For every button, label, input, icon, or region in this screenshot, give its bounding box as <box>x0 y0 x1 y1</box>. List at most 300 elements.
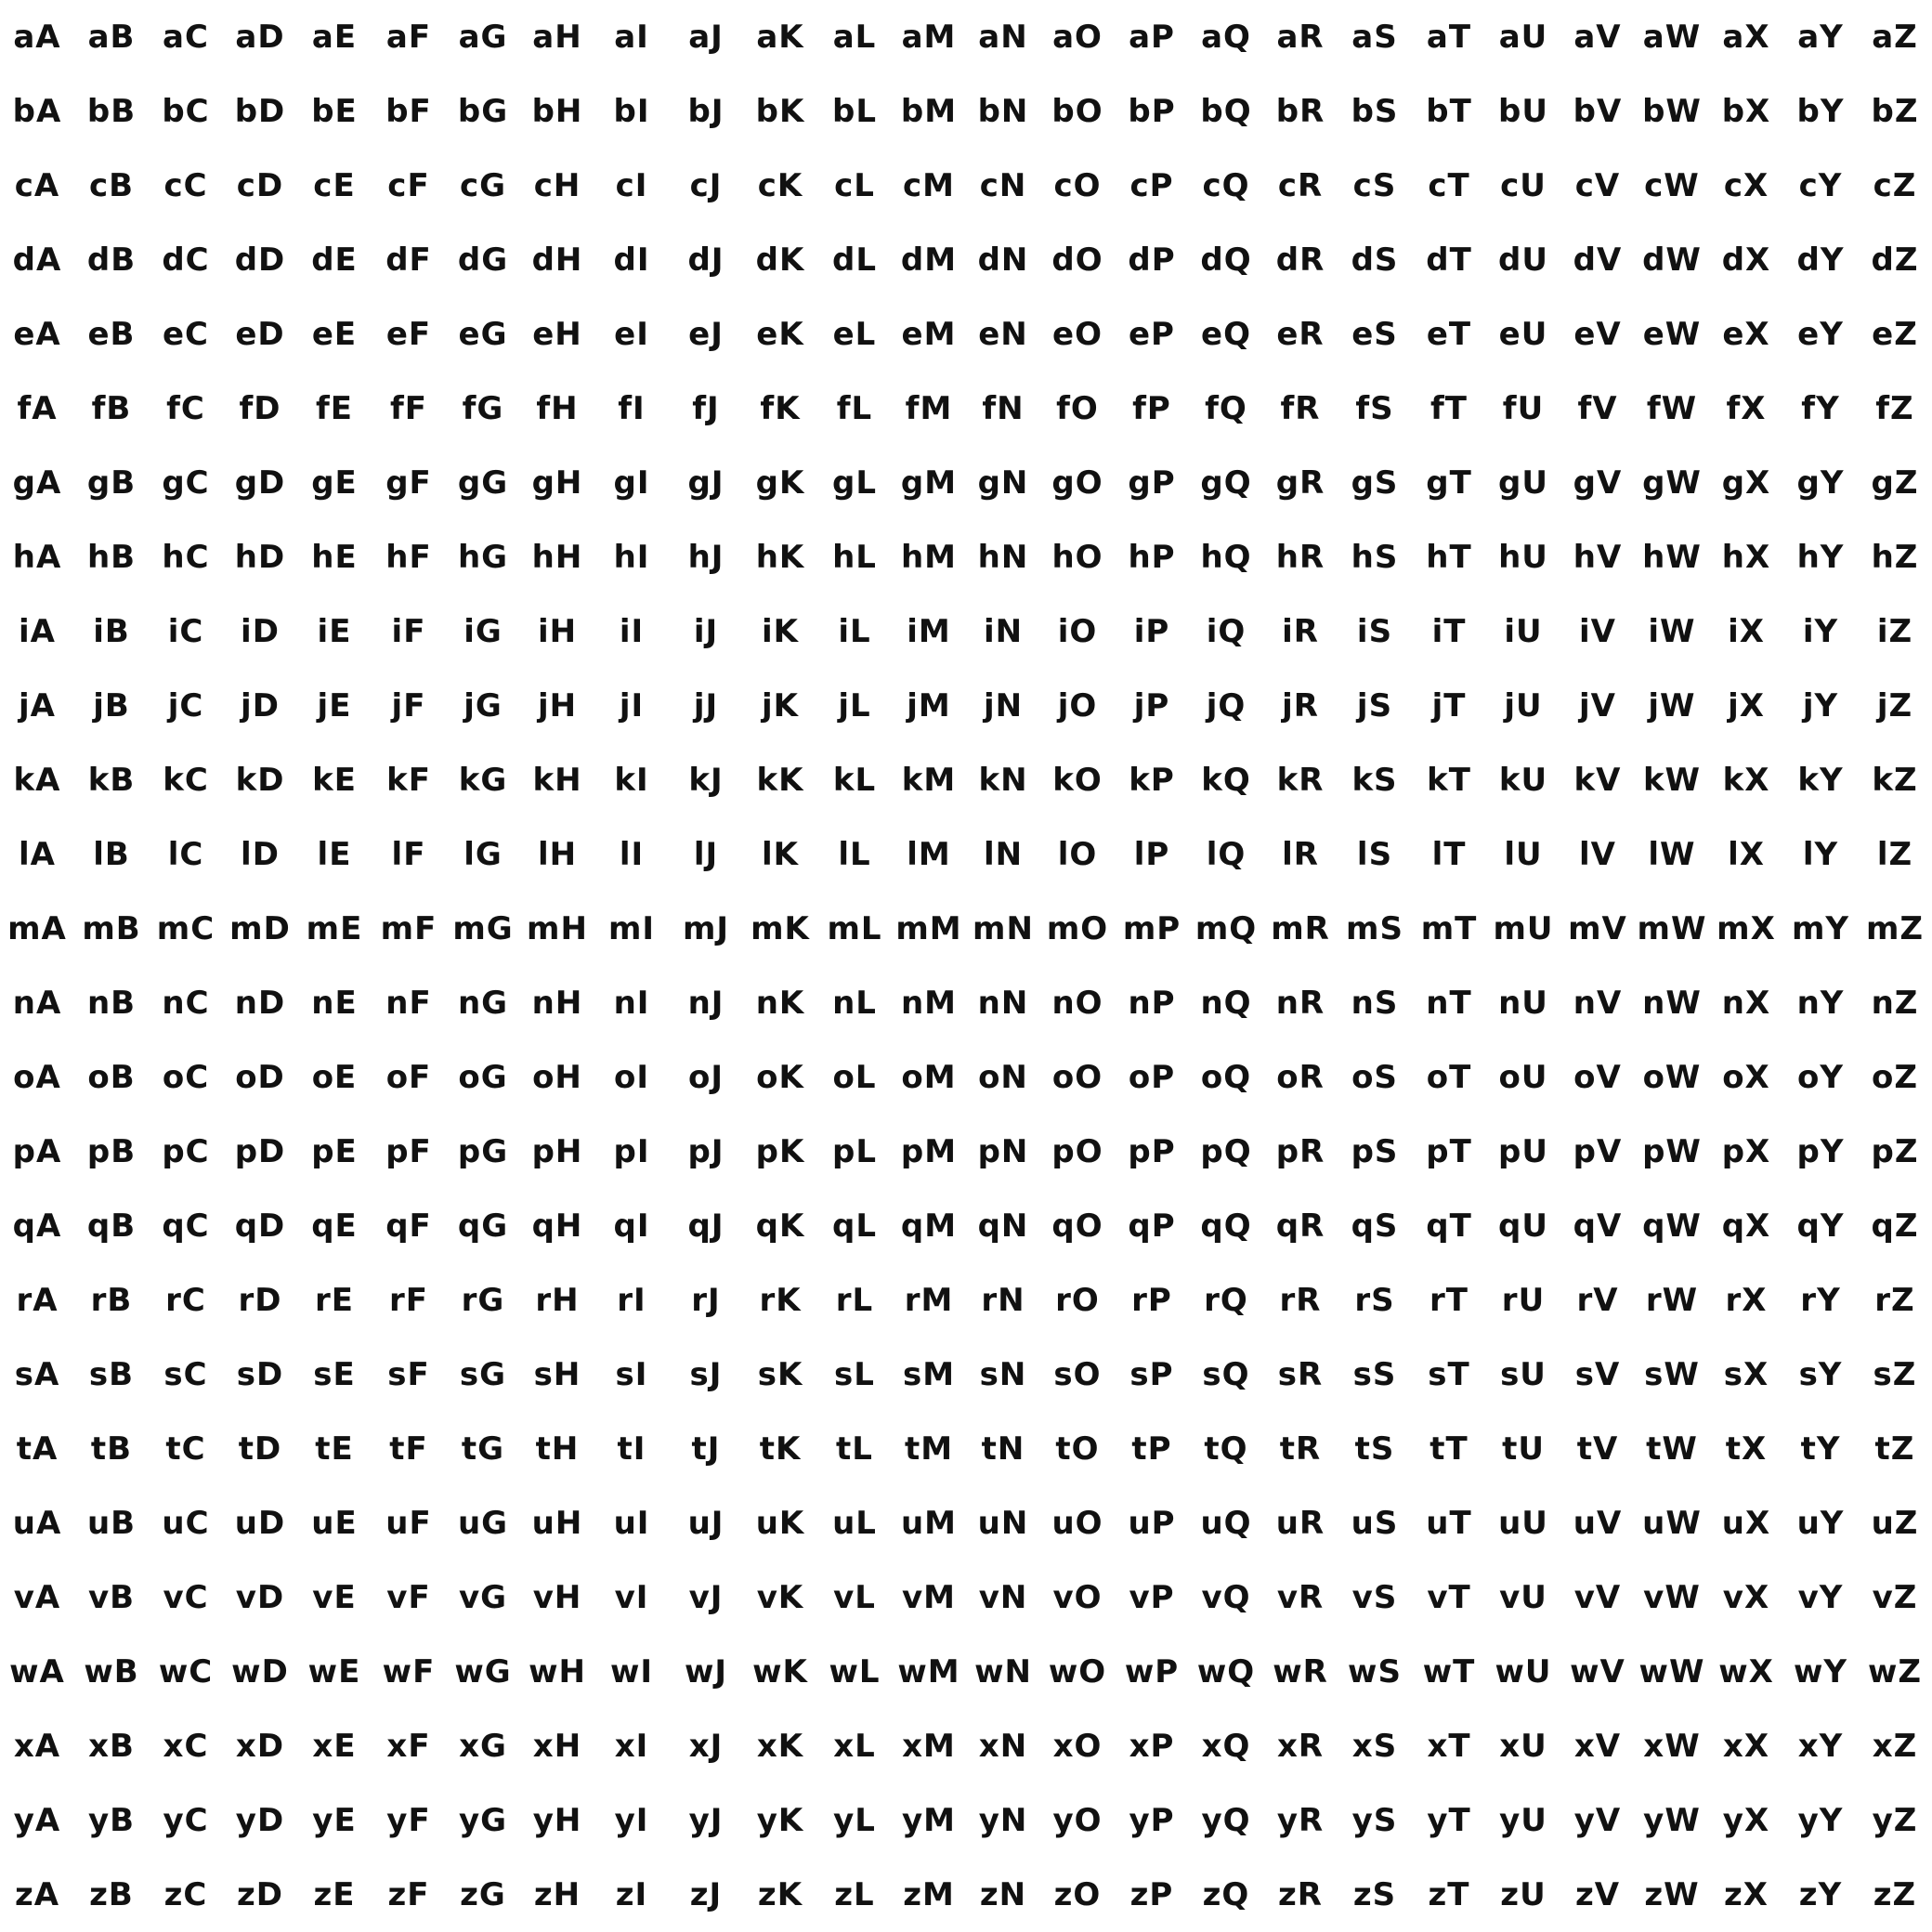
letter-pair: wH <box>529 1653 586 1690</box>
letter-pair: xO <box>1052 1728 1103 1765</box>
letter-pair: uL <box>832 1505 877 1542</box>
letter-pair: kQ <box>1201 762 1251 799</box>
letter-pair: tP <box>1131 1430 1172 1468</box>
letter-pair: wG <box>454 1653 512 1690</box>
letter-pair: oA <box>13 1059 61 1096</box>
letter-pair: pA <box>12 1133 62 1170</box>
letter-pair: gP <box>1128 464 1176 502</box>
letter-pair: tG <box>461 1430 505 1468</box>
letter-pair: sU <box>1500 1356 1547 1393</box>
letter-pair: oY <box>1797 1059 1844 1096</box>
letter-pair: tA <box>16 1430 59 1468</box>
letter-pair: kN <box>978 762 1028 799</box>
letter-pair: aZ <box>1872 19 1918 56</box>
letter-pair: qH <box>531 1208 583 1245</box>
letter-pair: qL <box>831 1208 877 1245</box>
letter-pair: gN <box>977 464 1029 502</box>
letter-pair: gC <box>162 464 210 502</box>
letter-pair: dU <box>1498 242 1548 279</box>
letter-pair: rY <box>1800 1282 1841 1319</box>
letter-pair: kJ <box>688 762 724 799</box>
letter-pair: xI <box>614 1728 649 1765</box>
letter-pair: aO <box>1052 19 1103 56</box>
letter-pair: dJ <box>687 242 724 279</box>
letter-pair: hP <box>1128 539 1176 576</box>
letter-pair: dS <box>1351 242 1399 279</box>
letter-pair: tD <box>238 1430 282 1468</box>
letter-pair: sO <box>1053 1356 1102 1393</box>
letter-pair: jF <box>391 687 426 724</box>
letter-pair: wL <box>829 1653 881 1690</box>
letter-pair: wZ <box>1867 1653 1923 1690</box>
grid-row <box>0 1040 1932 1115</box>
letter-pair: yJ <box>688 1802 724 1839</box>
grid-row <box>0 372 1932 446</box>
letter-pair: pU <box>1498 1133 1548 1170</box>
letter-pair: hS <box>1351 539 1399 576</box>
letter-pair: aR <box>1276 19 1325 56</box>
letter-pair: xT <box>1427 1728 1471 1765</box>
letter-pair: iB <box>93 613 130 650</box>
letter-pair: jG <box>463 687 503 724</box>
letter-pair: dH <box>531 242 583 279</box>
letter-pair: aW <box>1642 19 1702 56</box>
letter-pair: zO <box>1053 1876 1102 1913</box>
letter-pair: zC <box>163 1876 208 1913</box>
letter-pair: xF <box>386 1728 431 1765</box>
letter-pair: eV <box>1573 316 1622 353</box>
letter-pair: dF <box>385 242 432 279</box>
letter-pair: rG <box>461 1282 505 1319</box>
letter-pair: pV <box>1573 1133 1623 1170</box>
letter-pair: aQ <box>1201 19 1251 56</box>
grid-row <box>0 0 1932 74</box>
letter-pair: qF <box>385 1208 432 1245</box>
letter-pair: zY <box>1798 1876 1843 1913</box>
letter-pair: fD <box>239 390 281 427</box>
letter-pair: cP <box>1129 167 1174 204</box>
letter-pair: nY <box>1796 985 1845 1022</box>
letter-pair: nD <box>234 985 286 1022</box>
letter-pair: xX <box>1722 1728 1770 1765</box>
letter-pair: oL <box>832 1059 877 1096</box>
letter-pair: dK <box>755 242 805 279</box>
letter-pair: mW <box>1637 910 1707 947</box>
letter-pair: uN <box>977 1505 1029 1542</box>
letter-pair: aV <box>1573 19 1622 56</box>
letter-pair: bD <box>234 93 286 130</box>
letter-pair: eI <box>614 316 649 353</box>
letter-pair: fJ <box>692 390 720 427</box>
letter-pair: vG <box>458 1579 508 1616</box>
letter-pair: dW <box>1642 242 1702 279</box>
letter-pair: iQ <box>1206 613 1247 650</box>
letter-pair: jC <box>167 687 204 724</box>
letter-pair: bZ <box>1871 93 1919 130</box>
grid-row <box>0 1709 1932 1783</box>
letter-pair: wY <box>1793 1653 1848 1690</box>
letter-pair: fK <box>760 390 801 427</box>
letter-pair: rC <box>165 1282 206 1319</box>
letter-pair: zK <box>757 1876 803 1913</box>
letter-pair: lT <box>1431 836 1467 873</box>
grid-row <box>0 223 1932 297</box>
letter-pair: wV <box>1570 1653 1625 1690</box>
letter-pair: pL <box>831 1133 877 1170</box>
letter-pair: mZ <box>1865 910 1925 947</box>
letter-pair: xM <box>902 1728 956 1765</box>
letter-pair: pP <box>1128 1133 1176 1170</box>
letter-pair: gJ <box>687 464 724 502</box>
letter-pair: kR <box>1276 762 1325 799</box>
letter-pair: gK <box>755 464 805 502</box>
letter-pair: dC <box>162 242 210 279</box>
letter-pair: dG <box>457 242 509 279</box>
letter-pair: dD <box>234 242 286 279</box>
letter-pair: iX <box>1728 613 1765 650</box>
letter-pair: wR <box>1273 1653 1328 1690</box>
letter-pair: vC <box>163 1579 209 1616</box>
letter-pair: fC <box>166 390 205 427</box>
letter-pair: vU <box>1499 1579 1547 1616</box>
letter-pair: mQ <box>1194 910 1258 947</box>
letter-pair: fQ <box>1205 390 1247 427</box>
letter-pair: vY <box>1797 1579 1844 1616</box>
letter-pair: zW <box>1644 1876 1700 1913</box>
letter-pair: eN <box>978 316 1028 353</box>
letter-pair: yU <box>1499 1802 1547 1839</box>
grid-row <box>0 1115 1932 1189</box>
letter-pair: gR <box>1275 464 1325 502</box>
letter-pair: wC <box>158 1653 214 1690</box>
letter-pair: nR <box>1275 985 1325 1022</box>
letter-pair: eO <box>1052 316 1103 353</box>
letter-pair: jN <box>983 687 1024 724</box>
letter-pair: fE <box>315 390 354 427</box>
letter-pair: mC <box>156 910 215 947</box>
letter-pair: pM <box>900 1133 958 1170</box>
letter-pair: sK <box>757 1356 803 1393</box>
letter-pair: cV <box>1574 167 1621 204</box>
letter-pair: yB <box>87 1802 136 1839</box>
letter-pair: bS <box>1351 93 1399 130</box>
letter-pair: sB <box>88 1356 135 1393</box>
letter-pair: iG <box>463 613 503 650</box>
letter-pair: lO <box>1057 836 1098 873</box>
letter-pair: fL <box>836 390 873 427</box>
letter-pair: zT <box>1428 1876 1470 1913</box>
letter-pair: eZ <box>1872 316 1918 353</box>
letter-pair: gO <box>1051 464 1103 502</box>
letter-pair: nI <box>613 985 650 1022</box>
letter-pair: qZ <box>1871 1208 1919 1245</box>
letter-pair: bT <box>1426 93 1472 130</box>
letter-pair: eY <box>1797 316 1844 353</box>
letter-pair: pS <box>1351 1133 1399 1170</box>
letter-pair: wI <box>609 1653 654 1690</box>
letter-pair: tM <box>904 1430 954 1468</box>
letter-pair: cO <box>1053 167 1102 204</box>
letter-pair: wS <box>1348 1653 1402 1690</box>
letter-pair: uV <box>1573 1505 1623 1542</box>
letter-pair: zQ <box>1202 1876 1250 1913</box>
letter-pair: bI <box>613 93 650 130</box>
letter-pair: yA <box>13 1802 61 1839</box>
letter-pair: vB <box>87 1579 136 1616</box>
letter-pair: gU <box>1498 464 1548 502</box>
letter-pair: sW <box>1644 1356 1700 1393</box>
letter-pair: pY <box>1796 1133 1845 1170</box>
letter-pair: cI <box>615 167 648 204</box>
letter-pair: bL <box>831 93 877 130</box>
letter-pair: eT <box>1426 316 1472 353</box>
letter-pair: aI <box>614 19 649 56</box>
letter-pair: tX <box>1725 1430 1768 1468</box>
letter-pair: hV <box>1573 539 1623 576</box>
letter-pair: jO <box>1057 687 1098 724</box>
letter-pair: cR <box>1277 167 1324 204</box>
letter-pair: tI <box>617 1430 646 1468</box>
letter-pair: yV <box>1573 1802 1622 1839</box>
letter-pair: bM <box>900 93 958 130</box>
letter-pair: tF <box>389 1430 428 1468</box>
letter-pair: cS <box>1352 167 1397 204</box>
letter-pair: kY <box>1797 762 1844 799</box>
letter-pair: dQ <box>1200 242 1252 279</box>
letter-pair: dE <box>311 242 358 279</box>
letter-pair: xG <box>459 1728 507 1765</box>
letter-pair: oI <box>613 1059 649 1096</box>
letter-pair: hT <box>1426 539 1472 576</box>
letter-pair: qR <box>1275 1208 1325 1245</box>
letter-pair: uS <box>1351 1505 1399 1542</box>
letter-pair: xD <box>235 1728 285 1765</box>
letter-pair: cN <box>979 167 1027 204</box>
letter-pair: kS <box>1351 762 1398 799</box>
letter-pair: nZ <box>1871 985 1919 1022</box>
letter-pair: mT <box>1420 910 1478 947</box>
letter-pair: cF <box>387 167 430 204</box>
letter-pair: jH <box>537 687 578 724</box>
letter-pair: oW <box>1642 1059 1702 1096</box>
letter-pair: iH <box>537 613 578 650</box>
letter-pair: cM <box>903 167 955 204</box>
letter-pair: uZ <box>1871 1505 1919 1542</box>
letter-pair: xY <box>1797 1728 1844 1765</box>
letter-pair: zS <box>1352 1876 1397 1913</box>
letter-pair: qS <box>1351 1208 1399 1245</box>
letter-pair: cZ <box>1873 167 1917 204</box>
letter-pair: hU <box>1498 539 1548 576</box>
letter-pair: qP <box>1128 1208 1176 1245</box>
letter-pair: bP <box>1128 93 1176 130</box>
letter-pair: oG <box>458 1059 508 1096</box>
letter-pair: uU <box>1498 1505 1548 1542</box>
letter-pair: vW <box>1643 1579 1701 1616</box>
letter-pair: nL <box>832 985 877 1022</box>
letter-pair: cL <box>834 167 875 204</box>
letter-pair: tK <box>759 1430 802 1468</box>
letter-pair: iW <box>1648 613 1696 650</box>
letter-pair: aA <box>13 19 61 56</box>
letter-pair: vD <box>235 1579 285 1616</box>
letter-pair: xW <box>1643 1728 1701 1765</box>
letter-pair: gT <box>1426 464 1472 502</box>
grid-row <box>0 966 1932 1040</box>
letter-pair: oZ <box>1871 1059 1918 1096</box>
letter-pair: vS <box>1351 1579 1398 1616</box>
letter-pair: yF <box>386 1802 431 1839</box>
letter-pair: gB <box>86 464 137 502</box>
letter-pair: nT <box>1426 985 1472 1022</box>
letter-pair: mR <box>1271 910 1330 947</box>
letter-pair: yC <box>163 1802 209 1839</box>
letter-pair: dO <box>1051 242 1103 279</box>
letter-pair: eC <box>162 316 209 353</box>
letter-pair: bC <box>162 93 210 130</box>
letter-pair: eU <box>1498 316 1548 353</box>
letter-pair: uO <box>1051 1505 1103 1542</box>
letter-pair: sQ <box>1202 1356 1250 1393</box>
letter-pair: uX <box>1721 1505 1771 1542</box>
letter-pair: uD <box>234 1505 286 1542</box>
grid-row <box>0 74 1932 149</box>
letter-pair: yQ <box>1201 1802 1251 1839</box>
letter-pair: vV <box>1573 1579 1622 1616</box>
letter-pair: kU <box>1498 762 1548 799</box>
letter-pair: uE <box>311 1505 358 1542</box>
grid-row <box>0 892 1932 966</box>
letter-pair: tU <box>1502 1430 1545 1468</box>
letter-pair: rJ <box>691 1282 721 1319</box>
letter-pair: yK <box>756 1802 804 1839</box>
letter-pair: pB <box>86 1133 137 1170</box>
letter-pair: bV <box>1573 93 1623 130</box>
letter-pair: wW <box>1638 1653 1705 1690</box>
letter-pair: fU <box>1502 390 1545 427</box>
letter-pair: tQ <box>1204 1430 1248 1468</box>
letter-pair: zL <box>834 1876 875 1913</box>
grid-row <box>0 520 1932 594</box>
letter-pair: mP <box>1122 910 1181 947</box>
letter-pair: pF <box>385 1133 432 1170</box>
letter-pair: nJ <box>687 985 724 1022</box>
letter-pair: jX <box>1728 687 1765 724</box>
letter-pair: vH <box>532 1579 582 1616</box>
letter-pair: qJ <box>687 1208 724 1245</box>
letter-pair: wE <box>307 1653 361 1690</box>
letter-pair: gE <box>311 464 358 502</box>
letter-pair: qI <box>613 1208 650 1245</box>
letter-pair: tL <box>836 1430 873 1468</box>
letter-pair: mF <box>380 910 437 947</box>
letter-pair: lF <box>391 836 426 873</box>
letter-pair: rP <box>1131 1282 1172 1319</box>
letter-pair: vM <box>902 1579 956 1616</box>
letter-pair: qK <box>755 1208 805 1245</box>
letter-pair: dN <box>977 242 1029 279</box>
letter-pair: jV <box>1579 687 1616 724</box>
letter-pair: oC <box>162 1059 210 1096</box>
letter-pair: sA <box>14 1356 60 1393</box>
letter-pair: jY <box>1802 687 1839 724</box>
letter-pair: tH <box>535 1430 580 1468</box>
letter-pair: hC <box>162 539 210 576</box>
letter-pair: eK <box>756 316 804 353</box>
letter-pair: nB <box>86 985 137 1022</box>
letter-pair: tS <box>1354 1430 1395 1468</box>
letter-pair: jT <box>1431 687 1467 724</box>
letter-pair: qA <box>12 1208 62 1245</box>
letter-pair: mO <box>1046 910 1109 947</box>
letter-pair: rS <box>1354 1282 1395 1319</box>
letter-pair: iE <box>317 613 352 650</box>
letter-pair: yT <box>1427 1802 1471 1839</box>
letter-pair: wM <box>897 1653 960 1690</box>
letter-pair: gZ <box>1871 464 1919 502</box>
letter-pair: lD <box>241 836 280 873</box>
letter-pair: oS <box>1351 1059 1398 1096</box>
letter-pair: bN <box>977 93 1029 130</box>
letter-pair: bQ <box>1200 93 1252 130</box>
letter-pair: uB <box>86 1505 137 1542</box>
letter-pair: hZ <box>1871 539 1919 576</box>
letter-pair: wK <box>752 1653 808 1690</box>
letter-pair: yR <box>1276 1802 1325 1839</box>
letter-pair: rX <box>1725 1282 1768 1319</box>
letter-pair: nU <box>1498 985 1548 1022</box>
letter-pair: eE <box>311 316 358 353</box>
letter-pair: eP <box>1129 316 1175 353</box>
letter-pair: lJ <box>693 836 719 873</box>
letter-pair: zU <box>1500 1876 1547 1913</box>
letter-pair: aY <box>1797 19 1844 56</box>
letter-pair: oN <box>978 1059 1028 1096</box>
letter-pair: iF <box>391 613 426 650</box>
letter-pair: aK <box>756 19 804 56</box>
letter-pair: aF <box>385 19 432 56</box>
letter-pair: mK <box>751 910 810 947</box>
letter-pair: xB <box>88 1728 135 1765</box>
letter-pair: mX <box>1717 910 1776 947</box>
letter-pair: oT <box>1426 1059 1472 1096</box>
letter-pair: aM <box>901 19 957 56</box>
letter-pair: iC <box>167 613 204 650</box>
letter-pair: aE <box>311 19 358 56</box>
letter-pair: gM <box>900 464 958 502</box>
letter-pair: yH <box>532 1802 582 1839</box>
letter-pair: xL <box>833 1728 876 1765</box>
letter-pair: fR <box>1280 390 1321 427</box>
letter-pair: qB <box>86 1208 137 1245</box>
letter-pair: kF <box>386 762 431 799</box>
letter-pair: vI <box>614 1579 649 1616</box>
letter-pair: fP <box>1132 390 1171 427</box>
letter-pair: sC <box>163 1356 208 1393</box>
letter-pair: hM <box>900 539 958 576</box>
letter-pair: jB <box>93 687 130 724</box>
letter-pair: lG <box>463 836 503 873</box>
letter-pair: bK <box>755 93 805 130</box>
letter-pair: aH <box>532 19 582 56</box>
letter-pair: dT <box>1426 242 1472 279</box>
letter-pair: rW <box>1645 1282 1699 1319</box>
letter-pair: mB <box>82 910 141 947</box>
letter-pair: tY <box>1800 1430 1841 1468</box>
letter-pair: bO <box>1051 93 1103 130</box>
letter-pair: xK <box>756 1728 804 1765</box>
letter-pair: oO <box>1051 1059 1103 1096</box>
